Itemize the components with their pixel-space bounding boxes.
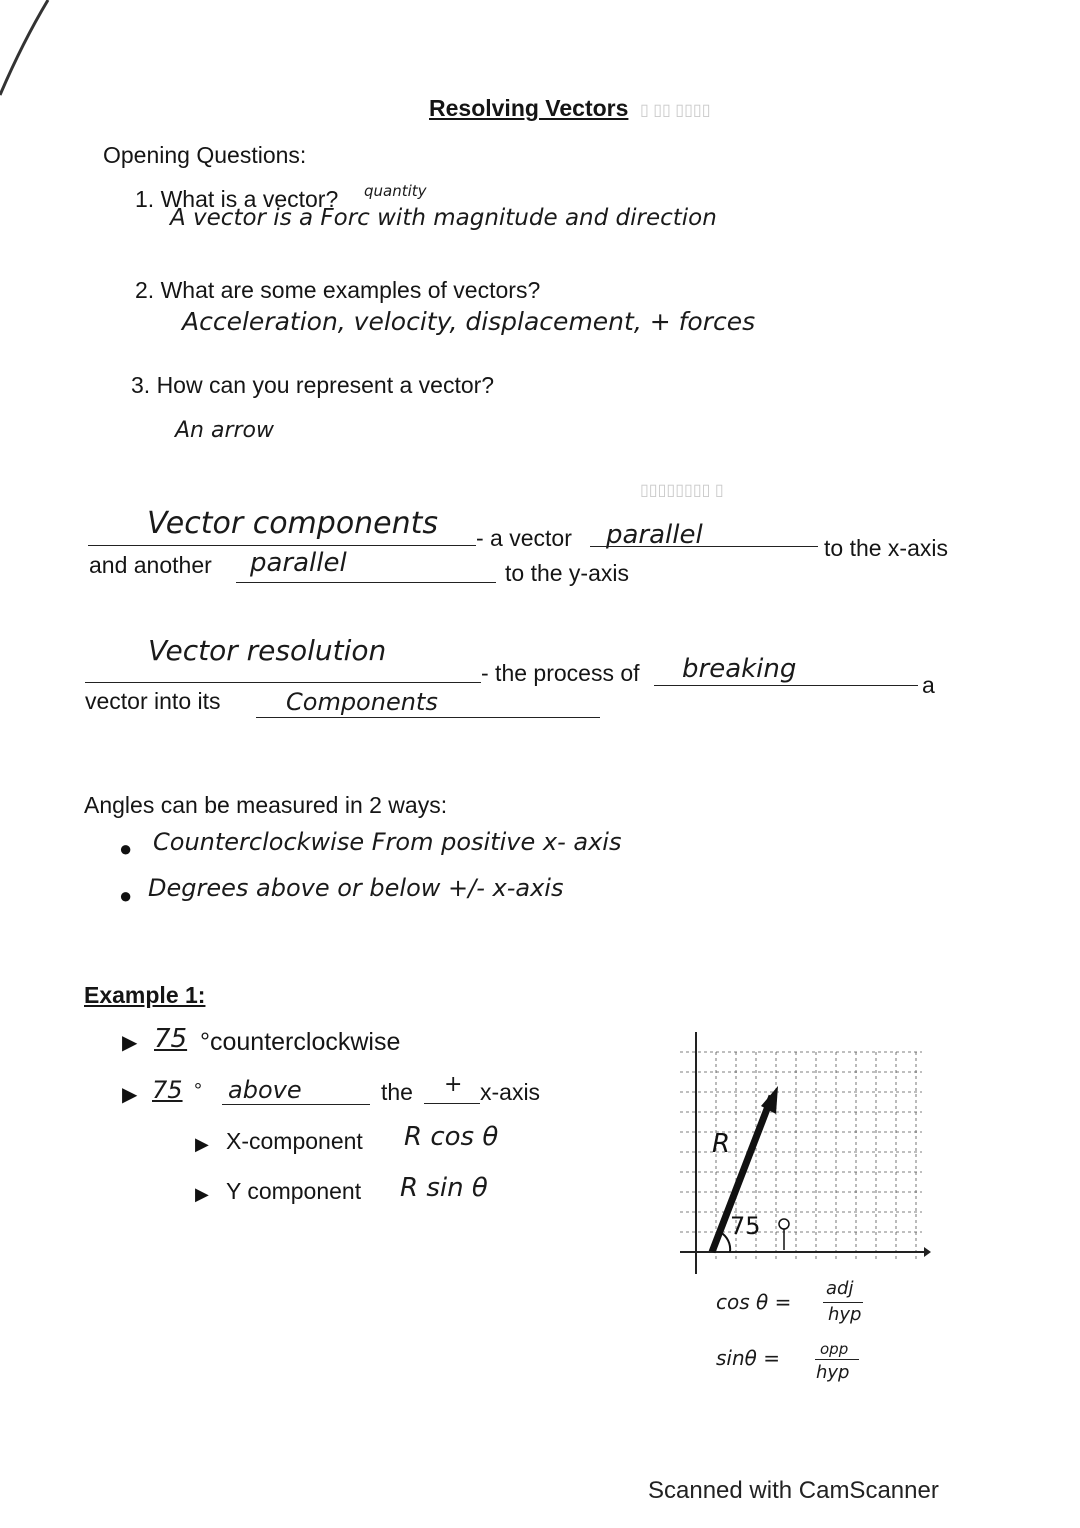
components-text: to the y-axis (505, 560, 629, 586)
blank-line (654, 685, 918, 686)
x-component-label: X-component (226, 1128, 363, 1154)
components-fill-2: parallel (250, 548, 347, 578)
triangle-bullet-icon: ▶ (122, 1084, 138, 1106)
question-3: 3. How can you represent a vector? (131, 372, 495, 398)
blank-line (236, 582, 496, 583)
resolution-fill-2: Components (286, 688, 438, 716)
worksheet-title: Resolving Vectors (429, 95, 629, 121)
x-component-answer: R cos θ (404, 1122, 499, 1152)
page-corner-fold (0, 0, 60, 110)
fraction-bar (823, 1302, 863, 1303)
triangle-bullet-icon: ▶ (195, 1184, 209, 1204)
resolution-term: Vector resolution (148, 634, 387, 667)
question-1: 1. What is a vector? (135, 186, 339, 212)
fraction-bar (815, 1359, 859, 1360)
resolution-text: a (922, 672, 935, 698)
cos-formula-denominator: hyp (828, 1304, 862, 1325)
blank-line (256, 717, 600, 718)
scanner-footer: Scanned with CamScanner (648, 1477, 939, 1504)
y-component-answer: R sin θ (400, 1173, 488, 1203)
components-term: Vector components (147, 506, 439, 541)
angles-heading: Angles can be measured in 2 ways: (84, 792, 448, 818)
example-line-2-sign: + (444, 1072, 463, 1097)
triangle-bullet-icon: ▶ (195, 1134, 209, 1154)
question-1-note: quantity (364, 182, 427, 200)
blank-line (85, 682, 481, 683)
bullet-icon: ● (119, 836, 133, 861)
answer-1: A vector is a Forc with magnitude and direction (170, 205, 717, 231)
components-text: and another (89, 552, 212, 578)
example-line-2-the: the (381, 1079, 413, 1105)
vector-label: R (712, 1129, 731, 1159)
angles-bullet-1: Counterclockwise From positive x- axis (153, 828, 622, 856)
triangle-bullet-icon: ▶ (122, 1032, 138, 1054)
angle-label: 75 (730, 1212, 761, 1240)
resolution-fill-1: breaking (682, 654, 797, 684)
resolution-text: vector into its (85, 688, 221, 714)
components-text: - a vector (476, 525, 572, 551)
cos-formula-numerator: adj (826, 1278, 854, 1299)
y-component-label: Y component (226, 1178, 362, 1204)
sin-formula-numerator: opp (820, 1340, 849, 1358)
blank-line (424, 1103, 480, 1104)
example-heading: Example 1: (84, 982, 206, 1008)
sin-formula-denominator: hyp (816, 1362, 850, 1383)
components-text: to the x-axis (824, 535, 948, 561)
answer-3: An arrow (175, 418, 275, 443)
bleed-through-text: ▯ ▯▯ ▯▯▯▯ (640, 102, 711, 119)
blank-line (590, 546, 818, 547)
angles-bullet-2: Degrees above or below +/- x-axis (148, 874, 564, 902)
bullet-icon: ● (119, 883, 133, 908)
answer-2: Acceleration, velocity, displacement, + forces (182, 307, 756, 336)
x-axis-arrowhead (924, 1247, 931, 1257)
opening-questions-heading: Opening Questions: (103, 142, 307, 168)
components-fill-1: parallel (606, 520, 703, 550)
example-line-2-value: 75 (152, 1076, 183, 1104)
bleed-through-text: ▯▯▯▯▯▯▯▯ ▯ (640, 482, 724, 499)
degree-symbol: ° (194, 1080, 202, 1102)
example-line-1-value: 75 (154, 1024, 188, 1054)
blank-line (88, 545, 476, 546)
resolution-text: - the process of (481, 660, 640, 686)
example-line-2-axis: x-axis (480, 1079, 541, 1105)
example-line-1-text: °counterclockwise (200, 1028, 401, 1056)
vector-graph (672, 1024, 932, 1286)
blank-line (222, 1104, 370, 1105)
cos-formula-lhs: cos θ = (716, 1290, 792, 1314)
degree-symbol (779, 1219, 789, 1229)
example-line-2-fill: above (228, 1076, 302, 1104)
question-2: 2. What are some examples of vectors? (135, 277, 541, 303)
sin-formula-lhs: sinθ = (716, 1346, 781, 1370)
